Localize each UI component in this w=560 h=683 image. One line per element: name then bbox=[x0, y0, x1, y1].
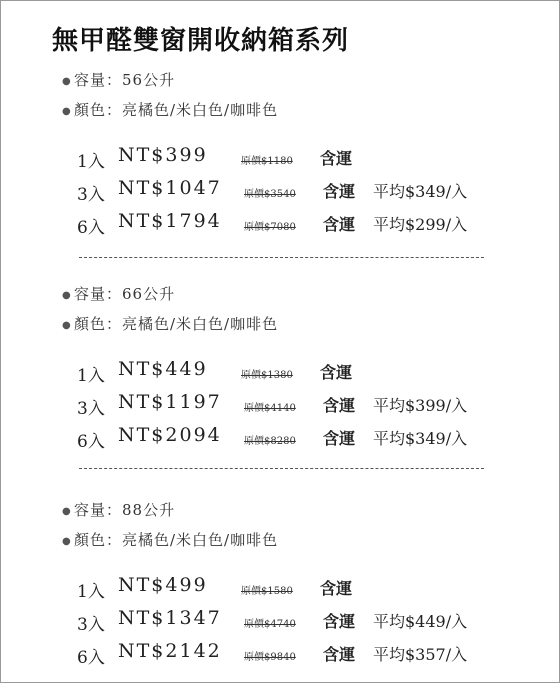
page-title: 無甲醛雙窗開收納箱系列 bbox=[52, 26, 350, 56]
sale-price: NT$1197 bbox=[118, 391, 222, 413]
bullet-icon: ● bbox=[62, 319, 72, 331]
quantity: 1入 bbox=[77, 152, 105, 172]
price-row bbox=[0, 390, 560, 420]
original-price: 原價$4740 bbox=[244, 619, 296, 630]
shipping-included: 含運 bbox=[323, 396, 356, 415]
quantity: 6入 bbox=[77, 648, 105, 668]
quantity: 6入 bbox=[77, 218, 105, 238]
price-row bbox=[0, 573, 560, 603]
price-row bbox=[0, 176, 560, 206]
original-price: 原價$4140 bbox=[244, 403, 296, 414]
bullet-icon: ● bbox=[62, 75, 72, 87]
shipping-included: 含運 bbox=[320, 579, 353, 598]
color-text: 顏色：亮橘色/米白色/咖啡色 bbox=[74, 531, 279, 549]
price-row bbox=[0, 423, 560, 453]
capacity-text: 容量：56公升 bbox=[74, 71, 176, 89]
average-price: 平均$357/入 bbox=[373, 645, 468, 664]
capacity-line bbox=[62, 499, 175, 520]
bullet-icon: ● bbox=[62, 105, 72, 117]
color-line bbox=[62, 99, 278, 120]
sale-price: NT$2094 bbox=[118, 424, 222, 446]
original-price: 原價$7080 bbox=[244, 222, 296, 233]
price-row bbox=[0, 143, 560, 173]
shipping-included: 含運 bbox=[323, 429, 356, 448]
section-divider bbox=[79, 257, 484, 258]
average-price: 平均$299/入 bbox=[373, 215, 468, 234]
sale-price: NT$499 bbox=[118, 574, 208, 596]
price-row bbox=[0, 209, 560, 239]
bullet-icon: ● bbox=[62, 535, 72, 547]
sale-price: NT$399 bbox=[118, 144, 208, 166]
quantity: 3入 bbox=[77, 615, 105, 635]
shipping-included: 含運 bbox=[320, 363, 353, 382]
average-price: 平均$349/入 bbox=[373, 182, 468, 201]
bullet-icon: ● bbox=[62, 505, 72, 517]
average-price: 平均$349/入 bbox=[373, 429, 468, 448]
average-price: 平均$399/入 bbox=[373, 396, 468, 415]
color-line bbox=[62, 313, 278, 334]
shipping-included: 含運 bbox=[323, 645, 356, 664]
color-text: 顏色：亮橘色/米白色/咖啡色 bbox=[74, 315, 279, 333]
sale-price: NT$1347 bbox=[118, 607, 222, 629]
average-price: 平均$449/入 bbox=[373, 612, 468, 631]
color-line bbox=[62, 529, 278, 550]
original-price: 原價$1180 bbox=[241, 156, 293, 167]
sale-price: NT$2142 bbox=[118, 640, 222, 662]
price-row bbox=[0, 639, 560, 669]
original-price: 原價$1380 bbox=[241, 370, 293, 381]
price-row bbox=[0, 606, 560, 636]
original-price: 原價$8280 bbox=[244, 436, 296, 447]
quantity: 6入 bbox=[77, 432, 105, 452]
sale-price: NT$1047 bbox=[118, 177, 222, 199]
section-divider bbox=[79, 468, 484, 469]
bullet-icon: ● bbox=[62, 289, 72, 301]
sale-price: NT$1794 bbox=[118, 210, 222, 232]
quantity: 1入 bbox=[77, 582, 105, 602]
shipping-included: 含運 bbox=[323, 215, 356, 234]
color-text: 顏色：亮橘色/米白色/咖啡色 bbox=[74, 101, 279, 119]
shipping-included: 含運 bbox=[320, 149, 353, 168]
capacity-text: 容量：88公升 bbox=[74, 501, 176, 519]
capacity-line bbox=[62, 69, 175, 90]
capacity-line bbox=[62, 283, 175, 304]
sale-price: NT$449 bbox=[118, 358, 208, 380]
original-price: 原價$3540 bbox=[244, 189, 296, 200]
original-price: 原價$1580 bbox=[241, 586, 293, 597]
capacity-text: 容量：66公升 bbox=[74, 285, 176, 303]
quantity: 3入 bbox=[77, 185, 105, 205]
shipping-included: 含運 bbox=[323, 612, 356, 631]
shipping-included: 含運 bbox=[323, 182, 356, 201]
quantity: 1入 bbox=[77, 366, 105, 386]
quantity: 3入 bbox=[77, 399, 105, 419]
price-row bbox=[0, 357, 560, 387]
original-price: 原價$9840 bbox=[244, 652, 296, 663]
